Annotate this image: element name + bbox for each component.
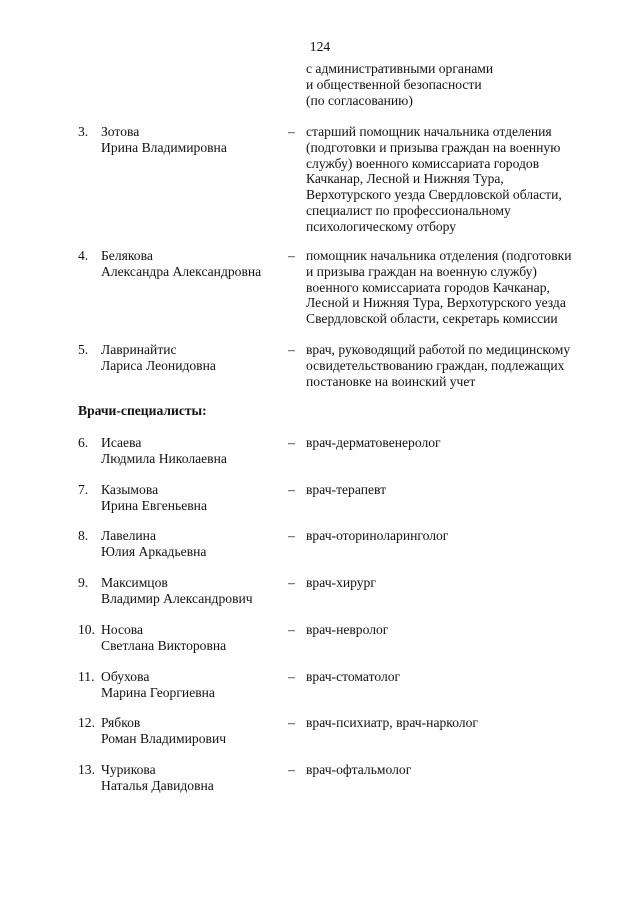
surname: Зотова	[101, 124, 140, 139]
text-line: помощник начальника отделения (подготовки	[306, 248, 572, 263]
text-line: и общественной безопасности	[306, 76, 482, 92]
text-line: службу) военного комиссариата городов	[306, 155, 540, 171]
specialty	[306, 528, 626, 544]
entry-dash: –	[288, 622, 295, 637]
member-position	[306, 342, 626, 389]
member-name	[101, 342, 216, 374]
entry-dash: –	[288, 124, 295, 139]
entry-dash: –	[288, 528, 295, 543]
given-names: Людмила Николаевна	[101, 450, 227, 466]
member-name	[101, 762, 214, 794]
given-names: Марина Георгиевна	[101, 684, 215, 700]
surname: Лавелина	[101, 528, 156, 543]
member-name	[101, 528, 206, 560]
continuation-text	[306, 61, 493, 108]
surname: Носова	[101, 622, 144, 637]
member-name	[101, 248, 261, 280]
given-names: Светлана Викторовна	[101, 637, 227, 653]
specialty	[306, 482, 626, 498]
surname: Исаева	[101, 435, 142, 450]
text-line: врач-терапевт	[306, 482, 387, 497]
entry-number: 5.	[78, 342, 89, 357]
text-line: Верхотурского уезда Свердловской области,	[306, 187, 562, 203]
page-number: 124	[309, 39, 331, 54]
entry-dash: –	[288, 342, 295, 357]
member-name	[101, 715, 226, 747]
member-position	[306, 248, 626, 327]
section-heading: Врачи-специалисты:	[78, 403, 207, 418]
text-line: с административными органами	[306, 61, 494, 76]
specialty	[306, 435, 626, 451]
entry-number: 13.	[78, 762, 95, 777]
text-line: Свердловской области, секретарь комиссии	[306, 311, 558, 327]
given-names: Наталья Давидовна	[101, 777, 214, 793]
entry-number: 11.	[78, 669, 95, 684]
member-name	[101, 622, 226, 654]
entry-number: 12.	[78, 715, 95, 730]
specialty	[306, 669, 626, 685]
text-line: врач-дерматовенеролог	[306, 435, 441, 450]
entry-dash: –	[288, 575, 295, 590]
surname: Лавринайтис	[101, 342, 177, 357]
entry-number: 9.	[78, 575, 89, 590]
specialty	[306, 622, 626, 638]
text-line: освидетельствованию граждан, подлежащих	[306, 357, 565, 373]
specialty	[306, 575, 626, 591]
text-line: специалист по профессиональному	[306, 202, 511, 218]
specialty	[306, 762, 626, 778]
text-line: военного комиссариата городов Качканар,	[306, 279, 550, 295]
member-name	[101, 124, 227, 156]
text-line: постановке на воинский учет	[306, 373, 476, 389]
surname: Рябков	[101, 715, 141, 730]
text-line: врач-психиатр, врач-нарколог	[306, 715, 478, 730]
text-line: врач-оториноларинголог	[306, 528, 449, 543]
surname: Белякова	[101, 248, 153, 263]
given-names: Ирина Владимировна	[101, 139, 227, 155]
text-line: (по согласованию)	[306, 92, 413, 108]
entry-number: 10.	[78, 622, 95, 637]
surname: Максимцов	[101, 575, 168, 590]
text-line: психологическому отбору	[306, 218, 457, 234]
text-line: Качканар, Лесной и Нижняя Тура,	[306, 171, 504, 187]
entry-dash: –	[288, 715, 295, 730]
given-names: Лариса Леонидовна	[101, 357, 216, 373]
entry-dash: –	[288, 669, 295, 684]
entry-number: 8.	[78, 528, 89, 543]
given-names: Владимир Александрович	[101, 590, 253, 606]
member-position	[306, 124, 626, 235]
text-line: врач-офтальмолог	[306, 762, 412, 777]
surname: Обухова	[101, 669, 150, 684]
entry-dash: –	[288, 482, 295, 497]
text-line: врач-хирург	[306, 575, 376, 590]
member-name	[101, 669, 215, 701]
entry-number: 4.	[78, 248, 89, 263]
given-names: Роман Владимирович	[101, 730, 227, 746]
given-names: Александра Александровна	[101, 263, 262, 279]
entry-dash: –	[288, 762, 295, 777]
surname: Казымова	[101, 482, 159, 497]
surname: Чурикова	[101, 762, 156, 777]
member-name	[101, 482, 207, 514]
entry-dash: –	[288, 248, 295, 263]
entry-dash: –	[288, 435, 295, 450]
text-line: (подготовки и призыва граждан на военную	[306, 139, 561, 155]
text-line: Лесной и Нижняя Тура, Верхотурского уезда	[306, 295, 566, 311]
member-name	[101, 435, 227, 467]
text-line: и призыва граждан на военную службу)	[306, 263, 537, 279]
text-line: врач-невролог	[306, 622, 389, 637]
member-name	[101, 575, 253, 607]
text-line: врач, руководящий работой по медицинскому	[306, 342, 571, 357]
specialty	[306, 715, 626, 731]
text-line: врач-стоматолог	[306, 669, 401, 684]
text-line: старший помощник начальника отделения	[306, 124, 552, 139]
given-names: Ирина Евгеньевна	[101, 497, 207, 513]
entry-number: 7.	[78, 482, 89, 497]
given-names: Юлия Аркадьевна	[101, 543, 207, 559]
entry-number: 6.	[78, 435, 89, 450]
entry-number: 3.	[78, 124, 89, 139]
